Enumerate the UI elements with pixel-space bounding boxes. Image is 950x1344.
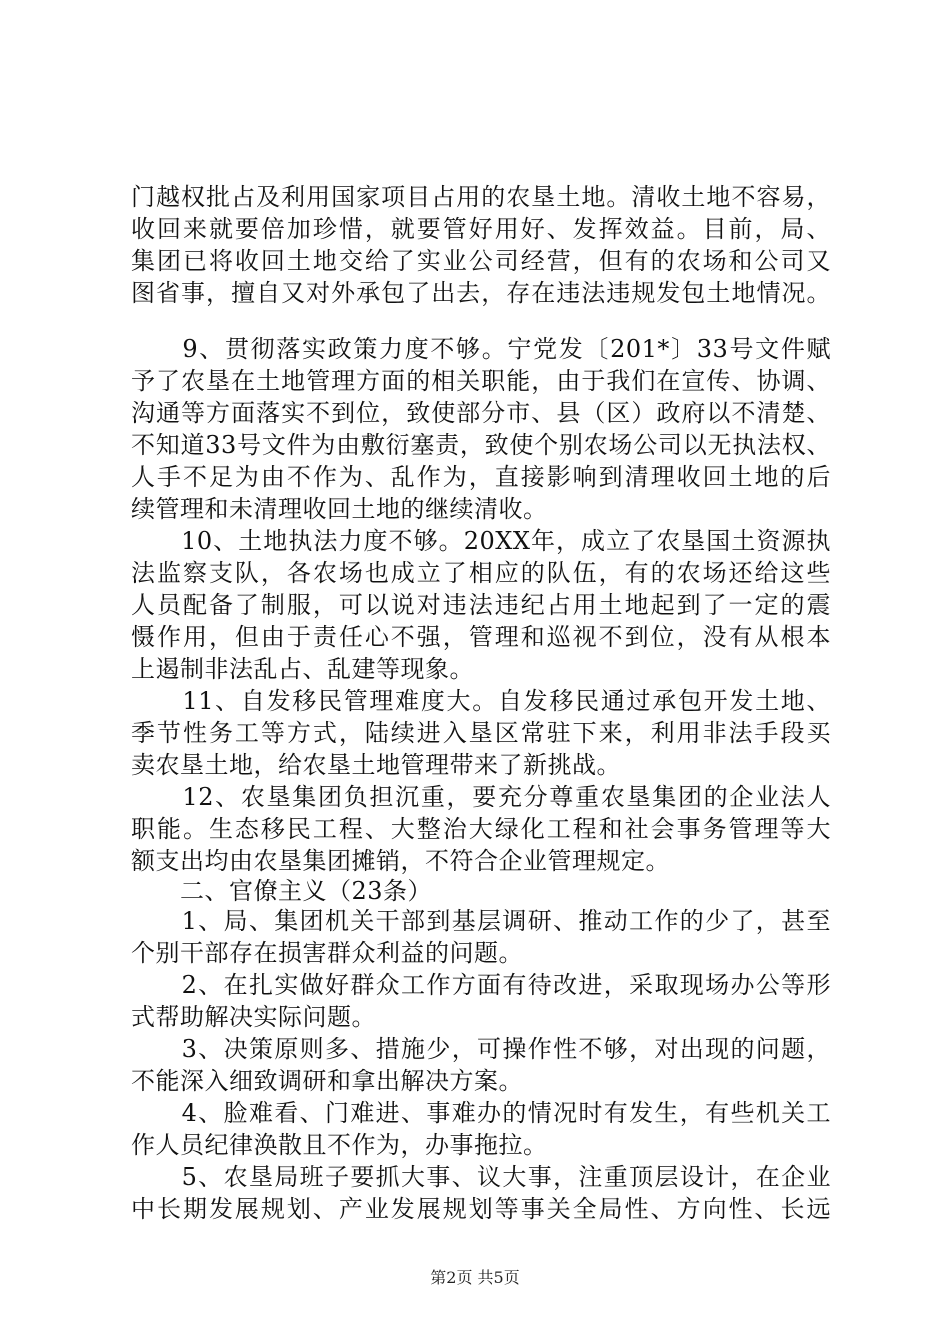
text-line: 作人员纪律涣散且不作为，办事拖拉。 — [131, 1131, 548, 1159]
text-line: 予了农垦在土地管理方面的相关职能，由于我们在宣传、协调、 — [131, 367, 831, 395]
text-line: 1、局、集团机关干部到基层调研、推动工作的少了，甚至 — [131, 907, 831, 935]
text-line: 收回来就要倍加珍惜，就要管好用好、发挥效益。目前，局、 — [131, 215, 831, 243]
text-line: 11、自发移民管理难度大。自发移民通过承包开发土地、 — [131, 687, 831, 715]
text-line: 慑作用，但由于责任心不强，管理和巡视不到位，没有从根本 — [131, 623, 831, 651]
text-line: 个别干部存在损害群众利益的问题。 — [131, 939, 523, 967]
text-line: 3、决策原则多、措施少，可操作性不够，对出现的问题， — [131, 1035, 831, 1063]
text-line: 4、脸难看、门难进、事难办的情况时有发生，有些机关工 — [131, 1099, 831, 1127]
page-number-footer: 第2页 共5页 — [430, 1268, 520, 1287]
text-line: 职能。生态移民工程、大整治大绿化工程和社会事务管理等大 — [131, 815, 831, 843]
text-line: 卖农垦土地，给农垦土地管理带来了新挑战。 — [131, 751, 621, 779]
text-line: 法监察支队，各农场也成立了相应的队伍，有的农场还给这些 — [131, 559, 831, 587]
text-line: 5、农垦局班子要抓大事、议大事，注重顶层设计，在企业 — [131, 1163, 831, 1191]
text-line: 9、贯彻落实政策力度不够。宁党发〔201*〕33号文件赋 — [131, 335, 831, 363]
text-line: 中长期发展规划、产业发展规划等事关全局性、方向性、长远 — [131, 1195, 831, 1223]
text-line: 上遏制非法乱占、乱建等现象。 — [131, 655, 474, 683]
text-line: 不能深入细致调研和拿出解决方案。 — [131, 1067, 523, 1095]
section-heading: 二、官僚主义（23条） — [131, 877, 433, 905]
text-line: 门越权批占及利用国家项目占用的农垦土地。清收土地不容易， — [131, 183, 831, 211]
text-line: 式帮助解决实际问题。 — [131, 1003, 376, 1031]
text-line: 集团已将收回土地交给了实业公司经营，但有的农场和公司又 — [131, 247, 831, 275]
text-line: 人员配备了制服，可以说对违法违纪占用土地起到了一定的震 — [131, 591, 831, 619]
text-line: 人手不足为由不作为、乱作为，直接影响到清理收回土地的后 — [131, 463, 831, 491]
text-line: 图省事，擅自又对外承包了出去，存在违法违规发包土地情况。 — [131, 279, 831, 307]
text-line: 2、在扎实做好群众工作方面有待改进，采取现场办公等形 — [131, 971, 831, 999]
text-line: 额支出均由农垦集团摊销，不符合企业管理规定。 — [131, 847, 670, 875]
text-line: 10、土地执法力度不够。20XX年，成立了农垦国土资源执 — [131, 527, 831, 555]
text-line: 续管理和未清理收回土地的继续清收。 — [131, 495, 548, 523]
text-line: 12、农垦集团负担沉重，要充分尊重农垦集团的企业法人 — [131, 783, 831, 811]
text-line: 不知道33号文件为由敷衍塞责，致使个别农场公司以无执法权、 — [131, 431, 831, 459]
text-line: 季节性务工等方式，陆续进入垦区常驻下来，利用非法手段买 — [131, 719, 831, 747]
text-line: 沟通等方面落实不到位，致使部分市、县（区）政府以不清楚、 — [131, 399, 831, 427]
